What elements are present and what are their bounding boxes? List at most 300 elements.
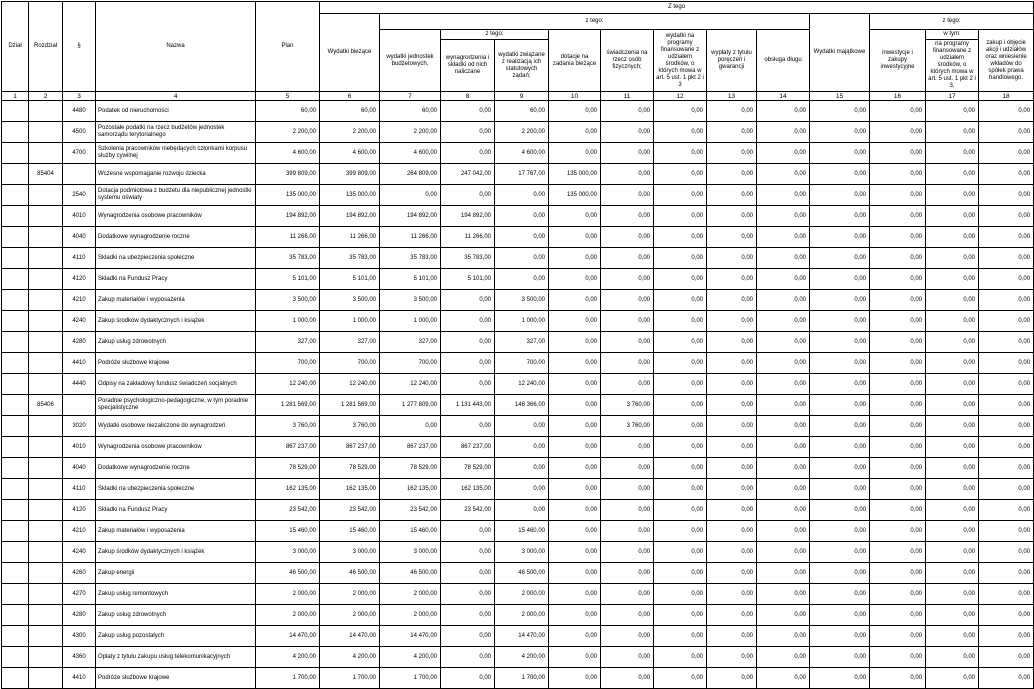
name-cell: Podatek od nieruchomości xyxy=(96,101,256,122)
value-cell: 0,00 xyxy=(549,458,601,479)
value-cell: 0,00 xyxy=(926,416,979,437)
value-cell: 0,00 xyxy=(549,542,601,563)
value-cell: 3 500,00 xyxy=(320,290,380,311)
value-cell: 0,00 xyxy=(810,584,870,605)
name-cell: Szkolenia pracowników niebędących członkami korpusu służby cywilnej xyxy=(96,143,256,164)
table-row xyxy=(2,437,1034,458)
value-cell: 0,00 xyxy=(654,416,707,437)
value-cell: 0,00 xyxy=(707,311,757,332)
value-cell: 0,00 xyxy=(601,311,654,332)
value-cell: 0,00 xyxy=(926,605,979,626)
value-cell: 0,00 xyxy=(654,563,707,584)
value-cell: 0,00 xyxy=(926,353,979,374)
value-cell: 0,00 xyxy=(707,416,757,437)
value-cell: 0,00 xyxy=(549,143,601,164)
column-number: 17 xyxy=(926,92,979,101)
column-number: 3 xyxy=(63,92,96,101)
value-cell: 0,00 xyxy=(810,353,870,374)
value-cell: 0,00 xyxy=(549,311,601,332)
value-cell: 0,00 xyxy=(870,101,926,122)
value-cell: 0,00 xyxy=(441,542,495,563)
value-cell: 0,00 xyxy=(549,101,601,122)
value-cell: 0,00 xyxy=(926,290,979,311)
value-cell: 0,00 xyxy=(707,647,757,668)
value-cell: 0,00 xyxy=(601,605,654,626)
value-cell: 0,00 xyxy=(926,479,979,500)
value-cell: 1 000,00 xyxy=(380,311,441,332)
value-cell: 0,00 xyxy=(810,416,870,437)
value-cell: 3 760,00 xyxy=(256,416,320,437)
value-cell: 0,00 xyxy=(810,185,870,206)
value-cell: 0,00 xyxy=(601,122,654,143)
value-cell: 194 892,00 xyxy=(441,206,495,227)
paragraf-cell: 4270 xyxy=(63,584,96,605)
value-cell: 0,00 xyxy=(757,584,810,605)
column-number: 8 xyxy=(441,92,495,101)
rozdzial-cell xyxy=(29,311,63,332)
name-cell: Składki na Fundusz Pracy xyxy=(96,269,256,290)
dzial-cell xyxy=(2,164,29,185)
value-cell: 0,00 xyxy=(926,437,979,458)
value-cell: 0,00 xyxy=(654,668,707,689)
value-cell: 46 500,00 xyxy=(256,563,320,584)
value-cell: 0,00 xyxy=(926,521,979,542)
value-cell: 0,00 xyxy=(707,542,757,563)
value-cell: 0,00 xyxy=(979,332,1034,353)
rozdzial-cell xyxy=(29,626,63,647)
rozdzial-cell xyxy=(29,563,63,584)
value-cell: 0,00 xyxy=(549,353,601,374)
value-cell: 0,00 xyxy=(601,290,654,311)
value-cell: 4 600,00 xyxy=(320,143,380,164)
value-cell: 0,00 xyxy=(870,647,926,668)
value-cell: 0,00 xyxy=(926,143,979,164)
header-dzial: Dział xyxy=(2,2,29,92)
value-cell: 0,00 xyxy=(707,479,757,500)
value-cell: 0,00 xyxy=(926,164,979,185)
table-row xyxy=(2,395,1034,416)
value-cell: 0,00 xyxy=(601,269,654,290)
value-cell: 5 101,00 xyxy=(320,269,380,290)
value-cell: 0,00 xyxy=(757,500,810,521)
value-cell: 0,00 xyxy=(979,458,1034,479)
value-cell: 0,00 xyxy=(654,584,707,605)
value-cell: 0,00 xyxy=(654,311,707,332)
value-cell: 3 500,00 xyxy=(495,290,549,311)
table-row xyxy=(2,647,1034,668)
rozdzial-cell xyxy=(29,248,63,269)
value-cell: 4 200,00 xyxy=(256,647,320,668)
value-cell: 3 760,00 xyxy=(601,416,654,437)
value-cell: 0,00 xyxy=(926,395,979,416)
value-cell: 135 000,00 xyxy=(256,185,320,206)
value-cell: 3 760,00 xyxy=(320,416,380,437)
value-cell: 247 042,00 xyxy=(441,164,495,185)
value-cell: 0,00 xyxy=(757,332,810,353)
value-cell: 0,00 xyxy=(495,479,549,500)
table-row xyxy=(2,143,1034,164)
value-cell: 23 542,00 xyxy=(320,500,380,521)
table-row xyxy=(2,269,1034,290)
value-cell: 2 200,00 xyxy=(495,122,549,143)
header-akcje: zakup i objęcie akcji i udziałów oraz wniesienie wkładów do spółek prawa handlowego. xyxy=(979,30,1034,92)
value-cell: 0,00 xyxy=(810,437,870,458)
value-cell: 0,00 xyxy=(870,542,926,563)
value-cell: 0,00 xyxy=(870,227,926,248)
value-cell: 0,00 xyxy=(654,101,707,122)
value-cell: 0,00 xyxy=(979,122,1034,143)
value-cell: 0,00 xyxy=(870,668,926,689)
value-cell: 0,00 xyxy=(926,311,979,332)
table-row xyxy=(2,227,1034,248)
value-cell: 0,00 xyxy=(495,206,549,227)
value-cell: 11 266,00 xyxy=(441,227,495,248)
value-cell: 0,00 xyxy=(707,248,757,269)
value-cell: 4 600,00 xyxy=(495,143,549,164)
table-row xyxy=(2,605,1034,626)
value-cell: 0,00 xyxy=(979,626,1034,647)
value-cell: 0,00 xyxy=(926,269,979,290)
value-cell: 0,00 xyxy=(979,584,1034,605)
value-cell: 0,00 xyxy=(926,458,979,479)
name-cell: Dodatkowe wynagrodzenie roczne xyxy=(96,227,256,248)
value-cell: 0,00 xyxy=(601,164,654,185)
value-cell: 4 200,00 xyxy=(320,647,380,668)
value-cell: 0,00 xyxy=(810,605,870,626)
header-wydatki-biezace: Wydatki bieżące xyxy=(320,14,380,92)
table-row xyxy=(2,668,1034,689)
value-cell: 2 000,00 xyxy=(320,584,380,605)
table-row xyxy=(2,563,1034,584)
name-cell: Składki na ubezpieczenia społeczne xyxy=(96,479,256,500)
value-cell: 0,00 xyxy=(757,647,810,668)
value-cell: 23 542,00 xyxy=(256,500,320,521)
name-cell: Składki na ubezpieczenia społeczne xyxy=(96,248,256,269)
dzial-cell xyxy=(2,605,29,626)
name-cell: Wynagrodzenia osobowe pracowników xyxy=(96,437,256,458)
value-cell: 60,00 xyxy=(495,101,549,122)
value-cell: 0,00 xyxy=(870,479,926,500)
value-cell: 14 470,00 xyxy=(495,626,549,647)
value-cell: 35 783,00 xyxy=(380,248,441,269)
dzial-cell xyxy=(2,458,29,479)
value-cell: 0,00 xyxy=(926,563,979,584)
paragraf-cell: 4040 xyxy=(63,458,96,479)
value-cell: 3 000,00 xyxy=(256,542,320,563)
column-number: 6 xyxy=(320,92,380,101)
value-cell: 60,00 xyxy=(256,101,320,122)
value-cell: 0,00 xyxy=(757,458,810,479)
value-cell: 12 240,00 xyxy=(320,374,380,395)
value-cell: 0,00 xyxy=(810,647,870,668)
value-cell: 0,00 xyxy=(979,269,1034,290)
value-cell: 0,00 xyxy=(601,206,654,227)
value-cell: 0,00 xyxy=(926,185,979,206)
value-cell: 2 200,00 xyxy=(380,122,441,143)
value-cell: 0,00 xyxy=(979,521,1034,542)
dzial-cell xyxy=(2,374,29,395)
rozdzial-cell xyxy=(29,605,63,626)
value-cell: 0,00 xyxy=(654,500,707,521)
dzial-cell xyxy=(2,563,29,584)
value-cell: 0,00 xyxy=(870,290,926,311)
value-cell: 0,00 xyxy=(441,332,495,353)
table-row xyxy=(2,626,1034,647)
name-cell: Zakup usług remontowych xyxy=(96,584,256,605)
paragraf-cell: 4700 xyxy=(63,143,96,164)
value-cell: 0,00 xyxy=(549,437,601,458)
dzial-cell xyxy=(2,248,29,269)
column-number: 4 xyxy=(96,92,256,101)
header-wyplaty: wypłaty z tytułu poręczeń i gwarancji xyxy=(707,30,757,92)
column-number: 16 xyxy=(870,92,926,101)
paragraf-cell: 4280 xyxy=(63,332,96,353)
value-cell: 0,00 xyxy=(601,374,654,395)
dzial-cell xyxy=(2,584,29,605)
value-cell: 0,00 xyxy=(810,668,870,689)
value-cell: 0,00 xyxy=(870,437,926,458)
value-cell: 0,00 xyxy=(707,437,757,458)
value-cell: 3 000,00 xyxy=(495,542,549,563)
value-cell: 0,00 xyxy=(495,500,549,521)
value-cell: 11 266,00 xyxy=(380,227,441,248)
value-cell: 0,00 xyxy=(549,647,601,668)
value-cell: 0,00 xyxy=(654,521,707,542)
value-cell: 3 000,00 xyxy=(380,542,441,563)
value-cell: 0,00 xyxy=(549,290,601,311)
value-cell: 0,00 xyxy=(441,647,495,668)
paragraf-cell xyxy=(63,164,96,185)
value-cell: 0,00 xyxy=(654,542,707,563)
value-cell: 0,00 xyxy=(601,500,654,521)
value-cell: 0,00 xyxy=(979,437,1034,458)
value-cell: 0,00 xyxy=(707,584,757,605)
paragraf-cell: 4410 xyxy=(63,353,96,374)
value-cell: 2 000,00 xyxy=(380,584,441,605)
value-cell: 0,00 xyxy=(707,332,757,353)
value-cell: 0,00 xyxy=(654,605,707,626)
value-cell: 0,00 xyxy=(810,626,870,647)
dzial-cell xyxy=(2,290,29,311)
value-cell: 0,00 xyxy=(707,290,757,311)
value-cell: 0,00 xyxy=(870,584,926,605)
value-cell: 700,00 xyxy=(380,353,441,374)
value-cell: 327,00 xyxy=(320,332,380,353)
paragraf-cell: 4360 xyxy=(63,647,96,668)
value-cell: 0,00 xyxy=(549,269,601,290)
value-cell: 23 542,00 xyxy=(380,500,441,521)
value-cell: 0,00 xyxy=(810,101,870,122)
value-cell: 0,00 xyxy=(441,668,495,689)
value-cell: 0,00 xyxy=(707,122,757,143)
paragraf-cell: 4010 xyxy=(63,437,96,458)
table-row xyxy=(2,458,1034,479)
rozdzial-cell xyxy=(29,647,63,668)
value-cell: 0,00 xyxy=(654,122,707,143)
dzial-cell xyxy=(2,416,29,437)
value-cell: 0,00 xyxy=(810,143,870,164)
column-number: 5 xyxy=(256,92,320,101)
value-cell: 0,00 xyxy=(810,500,870,521)
value-cell: 0,00 xyxy=(441,605,495,626)
value-cell: 0,00 xyxy=(757,206,810,227)
value-cell: 0,00 xyxy=(654,626,707,647)
value-cell: 0,00 xyxy=(495,248,549,269)
value-cell: 4 200,00 xyxy=(495,647,549,668)
name-cell: Zakup środków dydaktycznych i książek xyxy=(96,542,256,563)
value-cell: 0,00 xyxy=(979,353,1034,374)
value-cell: 194 892,00 xyxy=(380,206,441,227)
value-cell: 0,00 xyxy=(757,290,810,311)
value-cell: 327,00 xyxy=(495,332,549,353)
value-cell: 0,00 xyxy=(979,605,1034,626)
value-cell: 700,00 xyxy=(320,353,380,374)
value-cell: 0,00 xyxy=(926,206,979,227)
value-cell: 0,00 xyxy=(870,605,926,626)
value-cell: 12 240,00 xyxy=(495,374,549,395)
value-cell: 0,00 xyxy=(757,668,810,689)
value-cell: 135 000,00 xyxy=(549,164,601,185)
rozdzial-cell xyxy=(29,500,63,521)
value-cell: 78 529,00 xyxy=(380,458,441,479)
value-cell: 0,00 xyxy=(810,269,870,290)
name-cell: Zakup usług zdrowotnych xyxy=(96,605,256,626)
value-cell: 0,00 xyxy=(707,143,757,164)
value-cell: 0,00 xyxy=(549,332,601,353)
value-cell: 0,00 xyxy=(495,227,549,248)
paragraf-cell: 4260 xyxy=(63,563,96,584)
rozdzial-cell xyxy=(29,542,63,563)
value-cell: 0,00 xyxy=(870,563,926,584)
table-row xyxy=(2,542,1034,563)
value-cell: 14 470,00 xyxy=(320,626,380,647)
value-cell: 5 101,00 xyxy=(380,269,441,290)
value-cell: 2 000,00 xyxy=(495,584,549,605)
value-cell: 0,00 xyxy=(654,206,707,227)
column-number: 10 xyxy=(549,92,601,101)
paragraf-cell: 4240 xyxy=(63,542,96,563)
value-cell: 0,00 xyxy=(549,416,601,437)
value-cell: 0,00 xyxy=(495,269,549,290)
value-cell: 11 266,00 xyxy=(320,227,380,248)
rozdzial-cell xyxy=(29,332,63,353)
header-dotacje: dotacje na zadania bieżące xyxy=(549,30,601,92)
value-cell: 327,00 xyxy=(256,332,320,353)
value-cell: 2 000,00 xyxy=(495,605,549,626)
value-cell: 17 767,00 xyxy=(495,164,549,185)
value-cell: 3 500,00 xyxy=(380,290,441,311)
value-cell: 0,00 xyxy=(870,458,926,479)
value-cell: 0,00 xyxy=(495,458,549,479)
name-cell: Zakup usług zdrowotnych xyxy=(96,332,256,353)
value-cell: 0,00 xyxy=(810,563,870,584)
value-cell: 1 000,00 xyxy=(320,311,380,332)
value-cell: 11 266,00 xyxy=(256,227,320,248)
value-cell: 5 101,00 xyxy=(441,269,495,290)
rozdzial-cell xyxy=(29,584,63,605)
value-cell: 0,00 xyxy=(654,647,707,668)
value-cell: 15 460,00 xyxy=(256,521,320,542)
value-cell: 264 809,00 xyxy=(380,164,441,185)
dzial-cell xyxy=(2,206,29,227)
value-cell: 4 200,00 xyxy=(380,647,441,668)
value-cell: 0,00 xyxy=(707,227,757,248)
value-cell: 867 237,00 xyxy=(380,437,441,458)
value-cell: 0,00 xyxy=(870,206,926,227)
value-cell: 0,00 xyxy=(601,626,654,647)
dzial-cell xyxy=(2,269,29,290)
value-cell: 0,00 xyxy=(549,521,601,542)
value-cell: 135 000,00 xyxy=(549,185,601,206)
value-cell: 0,00 xyxy=(441,290,495,311)
value-cell: 1 700,00 xyxy=(256,668,320,689)
name-cell: Poradnie psychologiczno-pedagogiczne, w tym poradnie specjalistyczne xyxy=(96,395,256,416)
value-cell: 0,00 xyxy=(979,563,1034,584)
value-cell: 0,00 xyxy=(707,206,757,227)
dzial-cell xyxy=(2,479,29,500)
value-cell: 0,00 xyxy=(654,143,707,164)
value-cell: 0,00 xyxy=(549,206,601,227)
value-cell: 0,00 xyxy=(654,269,707,290)
name-cell: Wynagrodzenia osobowe pracowników xyxy=(96,206,256,227)
value-cell: 0,00 xyxy=(810,458,870,479)
value-cell: 0,00 xyxy=(654,458,707,479)
value-cell: 0,00 xyxy=(979,311,1034,332)
value-cell: 0,00 xyxy=(979,185,1034,206)
rozdzial-cell xyxy=(29,521,63,542)
value-cell: 0,00 xyxy=(707,605,757,626)
value-cell: 0,00 xyxy=(441,185,495,206)
value-cell: 0,00 xyxy=(979,542,1034,563)
table-row xyxy=(2,206,1034,227)
value-cell: 0,00 xyxy=(926,584,979,605)
value-cell: 0,00 xyxy=(495,185,549,206)
value-cell: 0,00 xyxy=(549,248,601,269)
dzial-cell xyxy=(2,542,29,563)
name-cell: Opłaty z tytułu zakupu usług telekomunikacyjnych xyxy=(96,647,256,668)
value-cell: 0,00 xyxy=(654,332,707,353)
value-cell: 0,00 xyxy=(441,563,495,584)
name-cell: Zakup środków dydaktycznych i książek xyxy=(96,311,256,332)
value-cell: 0,00 xyxy=(979,143,1034,164)
value-cell: 1 700,00 xyxy=(495,668,549,689)
column-number: 7 xyxy=(380,92,441,101)
value-cell: 0,00 xyxy=(707,395,757,416)
value-cell: 0,00 xyxy=(870,521,926,542)
value-cell: 0,00 xyxy=(979,479,1034,500)
table-row xyxy=(2,332,1034,353)
value-cell: 1 000,00 xyxy=(495,311,549,332)
value-cell: 0,00 xyxy=(979,374,1034,395)
value-cell: 162 135,00 xyxy=(441,479,495,500)
value-cell: 0,00 xyxy=(601,143,654,164)
value-cell: 0,00 xyxy=(707,458,757,479)
value-cell: 0,00 xyxy=(601,668,654,689)
header-z-tego-top: Z tego xyxy=(320,2,1034,14)
dzial-cell xyxy=(2,143,29,164)
value-cell: 0,00 xyxy=(707,164,757,185)
paragraf-cell: 4210 xyxy=(63,290,96,311)
value-cell: 0,00 xyxy=(979,248,1034,269)
value-cell: 4 600,00 xyxy=(256,143,320,164)
header-programy-17: na programy finansowane z udziałem środków, o których mowa w art. 5 ust. 1 pkt 2 i 3, xyxy=(926,40,979,92)
value-cell: 0,00 xyxy=(870,164,926,185)
value-cell: 0,00 xyxy=(707,185,757,206)
value-cell: 3 760,00 xyxy=(601,395,654,416)
value-cell: 0,00 xyxy=(979,101,1034,122)
value-cell: 399 809,00 xyxy=(320,164,380,185)
value-cell: 0,00 xyxy=(979,668,1034,689)
